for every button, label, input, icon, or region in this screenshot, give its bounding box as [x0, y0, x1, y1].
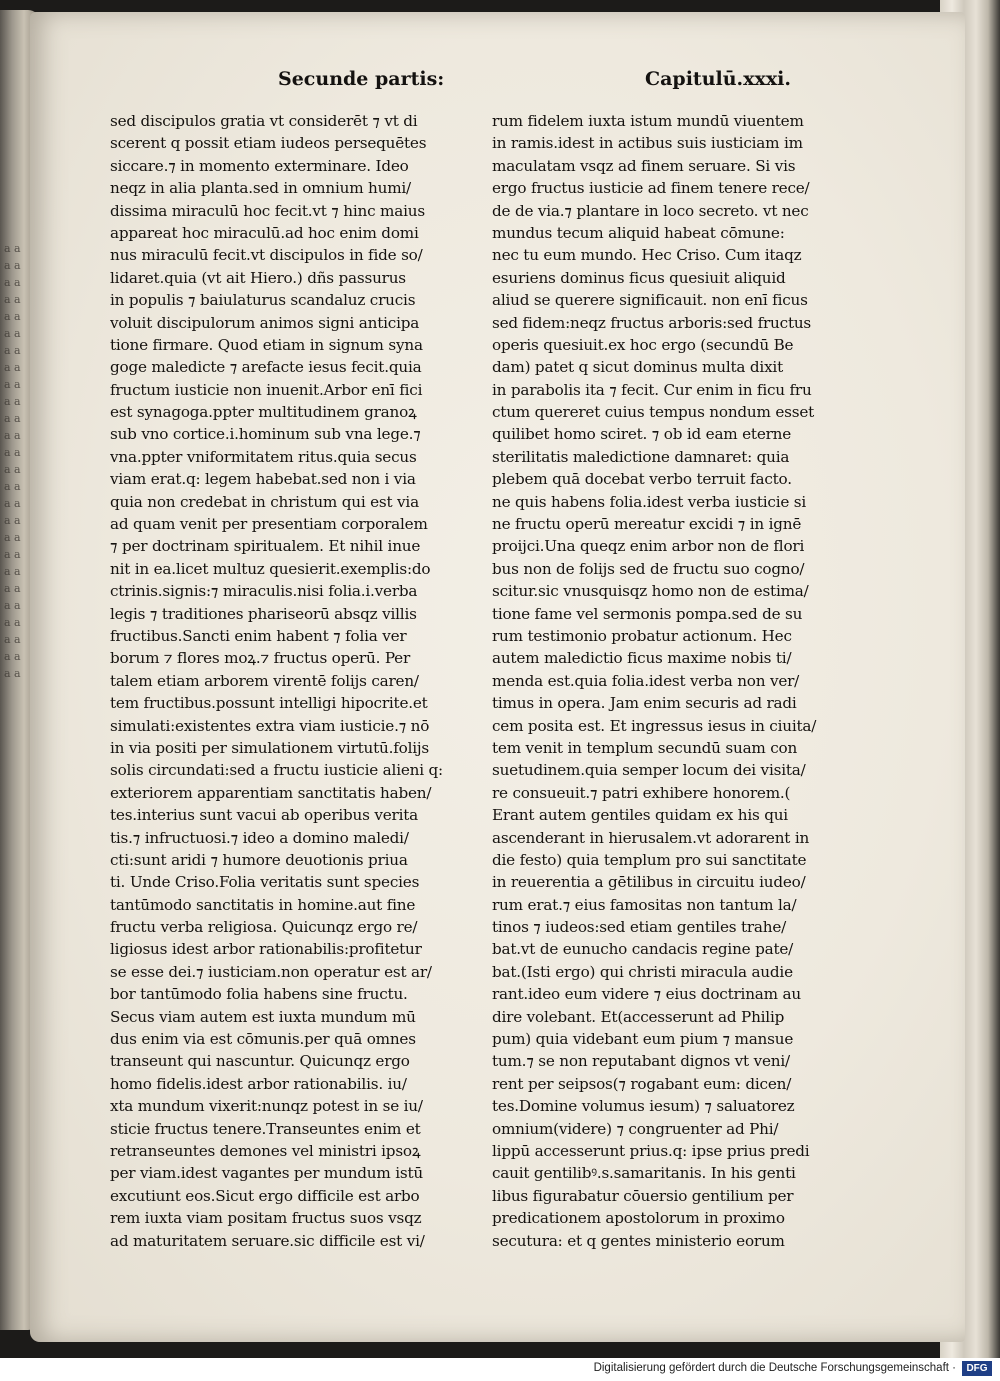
text-line: tum.⁊ se non reputabant dignos vt veni/	[492, 1052, 790, 1071]
text-line: sticie fructus tenere.Transeuntes enim et	[110, 1119, 421, 1138]
text-line: ad quam venit per presentiam corporalem	[110, 515, 428, 534]
text-line: lippū accesserunt prius.q: ipse prius predi	[492, 1141, 810, 1160]
text-line: xta mundum vixerit:nunqz potest in se iu/	[110, 1097, 423, 1116]
text-line: quia non credebat in christum qui est via	[110, 492, 419, 511]
text-line: tes.interius sunt vacui ab operibus verita	[110, 806, 419, 825]
text-line: bat.(Isti ergo) qui christi miracula audie	[492, 962, 793, 981]
text-line: de de via.⁊ plantare in loco secreto. vt nec	[492, 201, 809, 220]
text-line: nus miraculū fecit.vt discipulos in fide so/	[110, 246, 423, 265]
text-line: aliud se querere significauit. non enī ficus	[492, 291, 808, 310]
text-line: re consueuit.⁊ patri exhibere honorem.(	[492, 783, 791, 802]
text-line: ligiosus idest arbor rationabilis:profitetur	[110, 940, 422, 959]
running-head-left: Secunde partis:	[278, 68, 445, 90]
text-line: ⁊ per doctrinam spiritualem. Et nihil inue	[110, 537, 421, 556]
funding-notice: Digitalisierung gefördert durch die Deutsche Forschungsgemeinschaft ·	[593, 1362, 956, 1374]
running-head-right: Capitulū.xxxi.	[645, 68, 791, 90]
text-line: ne fructu operū mereatur excidi ⁊ in ignē	[492, 515, 802, 534]
text-line: omnium(videre) ⁊ congruenter ad Phi/	[492, 1119, 779, 1138]
text-line: rum testimonio probatur actionum. Hec	[492, 626, 792, 645]
text-line: dam) patet q sicut dominus multa dixit	[492, 358, 783, 377]
text-line: Secus viam autem est iuxta mundum mū	[110, 1007, 416, 1026]
text-line: quilibet homo sciret. ⁊ ob id eam eterne	[492, 425, 792, 444]
text-line: nec tu eum mundo. Hec Criso. Cum itaqz	[492, 246, 802, 265]
text-line: in parabolis ita ⁊ fecit. Cur enim in ficu fru	[492, 380, 812, 399]
text-line: dus enim via est cōmunis.per quā omnes	[110, 1030, 416, 1049]
text-line: rum fidelem iuxta istum mundū viuentem	[492, 112, 804, 130]
text-line: tis.⁊ infructuosi.⁊ ideo a domino maledi/	[110, 828, 409, 847]
text-column-left	[110, 110, 465, 1252]
footer-bar	[0, 1358, 1000, 1381]
text-line: secutura: et q gentes ministerio eorum	[492, 1231, 785, 1250]
text-line: tes.Domine volumus iesum) ⁊ saluatorez	[492, 1097, 795, 1116]
text-line: plebem quā docebat verbo terruit facto.	[492, 470, 792, 489]
text-line: in populis ⁊ baiulaturus scandaluz crucis	[110, 291, 416, 310]
text-line: operis quesiuit.ex hoc ergo (secundū Be	[492, 335, 794, 354]
text-line: menda est.quia folia.idest verba non ver/	[492, 671, 800, 690]
text-line: dire volebant. Et(accesserunt ad Philip	[492, 1007, 785, 1026]
text-line: scerent q possit etiam iudeos persequētes	[110, 134, 427, 153]
text-line: ad maturitatem seruare.sic difficile est vi/	[110, 1231, 425, 1250]
text-line: lidaret.quia (vt ait Hiero.) dñs passurus	[110, 268, 406, 287]
text-line: appareat hoc miraculū.ad hoc enim domi	[110, 223, 419, 242]
text-line: cem posita est. Et ingressus iesus in ciuita/	[492, 716, 817, 735]
text-line: proijci.Una queqz enim arbor non de flori	[492, 537, 805, 556]
text-line: solis circundati:sed a fructu iusticie alieni q:	[110, 761, 443, 780]
text-line: ctum quereret cuius tempus nondum esset	[492, 403, 815, 422]
text-line: in via positi per simulationem virtutū.folijs	[110, 738, 430, 757]
text-line: bat.vt de eunucho candacis regine pate/	[492, 940, 794, 959]
text-line: viam erat.q: legem habebat.sed non i via	[110, 470, 416, 489]
text-line: goge maledicte ⁊ arefacte iesus fecit.quia	[110, 358, 422, 377]
text-line: sed fidem:neqz fructus arboris:sed fructus	[492, 313, 812, 332]
text-line: est synagoga.ppter multitudinem granoꝝ	[110, 403, 417, 422]
text-line: ti. Unde Criso.Folia veritatis sunt species	[110, 873, 420, 892]
text-line: dissima miraculū hoc fecit.vt ⁊ hinc maius	[110, 201, 425, 220]
text-line: fructibus.Sancti enim habent ⁊ folia ver	[110, 626, 407, 645]
text-line: neqz in alia planta.sed in omnium humi/	[110, 179, 411, 198]
text-line: predicationem apostolorum in proximo	[492, 1209, 785, 1228]
text-line: fructum iusticie non inuenit.Arbor enī fici	[110, 380, 423, 399]
text-line: ctrinis.signis:⁊ miraculis.nisi folia.i.verba	[110, 582, 418, 601]
dfg-logo: DFG	[962, 1361, 992, 1376]
text-line: suetudinem.quia semper locum dei visita/	[492, 761, 806, 780]
text-line: sub vno cortice.i.hominum sub vna lege.⁊	[110, 425, 421, 444]
book-page	[30, 12, 965, 1342]
text-line: tione firmare. Quod etiam in signum syna	[110, 335, 423, 354]
text-line: tinos ⁊ iudeos:sed etiam gentiles trahe/	[492, 918, 787, 937]
text-line: in ramis.idest in actibus suis iusticiam im	[492, 134, 803, 153]
text-line: autem maledictio ficus maxime nobis ti/	[492, 649, 792, 668]
text-column-right	[492, 110, 857, 1252]
text-line: bor tantūmodo folia habens sine fructu.	[110, 985, 408, 1004]
text-line: nit in ea.licet multuz quesierit.exemplis:do	[110, 559, 431, 578]
text-line: talem etiam arborem virentē folijs caren/	[110, 671, 419, 690]
text-line: cauit gentilibꝰ.s.samaritanis. In his genti	[492, 1164, 796, 1183]
text-line: per viam.idest vagantes per mundum istū	[110, 1164, 423, 1183]
text-line: rum erat.⁊ eius famositas non tantum la/	[492, 895, 797, 914]
text-line: pum) quia videbant eum pium ⁊ mansue	[492, 1030, 794, 1049]
facing-page-text: a a a a a a a a a a a a a a a a a a a a a a a a a a a a a a a a a a a a a a a a a a a a a a a a a a a a	[4, 242, 21, 680]
text-line: se esse dei.⁊ iusticiam.non operatur est ar/	[110, 962, 432, 981]
text-line: rent per seipsos(⁊ rogabant eum: dicen/	[492, 1074, 792, 1093]
text-line: sed discipulos gratia vt considerēt ⁊ vt di	[110, 112, 418, 130]
text-line: tantūmodo sanctitatis in homine.aut fine	[110, 895, 416, 914]
text-line: simulati:existentes extra viam iusticie.⁊ nō	[110, 716, 430, 735]
text-line: homo fidelis.idest arbor rationabilis. iu/	[110, 1074, 407, 1093]
text-line: exteriorem apparentiam sanctitatis haben/	[110, 783, 432, 802]
text-line: Erant autem gentiles quidam ex his qui	[492, 806, 788, 825]
text-line: transeunt qui nascuntur. Quicunqz ergo	[110, 1052, 410, 1071]
text-line: esuriens dominus ficus quesiuit aliquid	[492, 268, 786, 287]
text-line: retranseuntes demones vel ministri ipsoꝝ	[110, 1141, 421, 1160]
text-line: ergo fructus iusticie ad finem tenere rece/	[492, 179, 810, 198]
text-line: rem iuxta viam positam fructus suos vsqz	[110, 1209, 422, 1228]
text-line: legis ⁊ traditiones phariseorū absqz villis	[110, 604, 417, 623]
text-line: ascenderant in hierusalem.vt adorarent in	[492, 828, 810, 847]
text-line: tem venit in templum secundū suam con	[492, 738, 798, 757]
text-line: voluit discipulorum animos signi anticipa	[110, 313, 420, 332]
text-line: timus in opera. Jam enim securis ad radi	[492, 694, 797, 713]
text-line: libus figurabatur cōuersio gentilium per	[492, 1186, 794, 1205]
text-line: cti:sunt aridi ⁊ humore deuotionis priua	[110, 850, 408, 869]
text-line: die festo) quia templum pro sui sanctitate	[492, 850, 807, 869]
text-line: sterilitatis maledictione damnaret: quia	[492, 447, 790, 466]
text-line: excutiunt eos.Sicut ergo difficile est arbo	[110, 1186, 420, 1205]
text-line: rant.ideo eum videre ⁊ eius doctrinam au	[492, 985, 801, 1004]
text-line: siccare.⁊ in momento exterminare. Ideo	[110, 156, 409, 175]
text-line: mundus tecum aliquid habeat cōmune:	[492, 223, 785, 242]
text-line: bus non de folijs sed de fructu suo cogno/	[492, 559, 805, 578]
text-line: fructu verba religiosa. Quicunqz ergo re/	[110, 918, 418, 937]
text-line: ne quis habens folia.idest verba iusticie si	[492, 492, 807, 511]
text-line: in reuerentia a gētilibus in circuitu iudeo/	[492, 873, 806, 892]
text-line: vna.ppter vniformitatem ritus.quia secus	[110, 447, 417, 466]
text-line: maculatam vsqz ad finem seruare. Si vis	[492, 156, 796, 175]
text-line: borum ⁊ flores moꝝ.⁊ fructus operū. Per	[110, 649, 411, 668]
text-line: tione fame vel sermonis pompa.sed de su	[492, 604, 803, 623]
text-line: scitur.sic vnusquisqz homo non de estima/	[492, 582, 809, 601]
text-line: tem fructibus.possunt intelligi hipocrite.et	[110, 694, 428, 713]
